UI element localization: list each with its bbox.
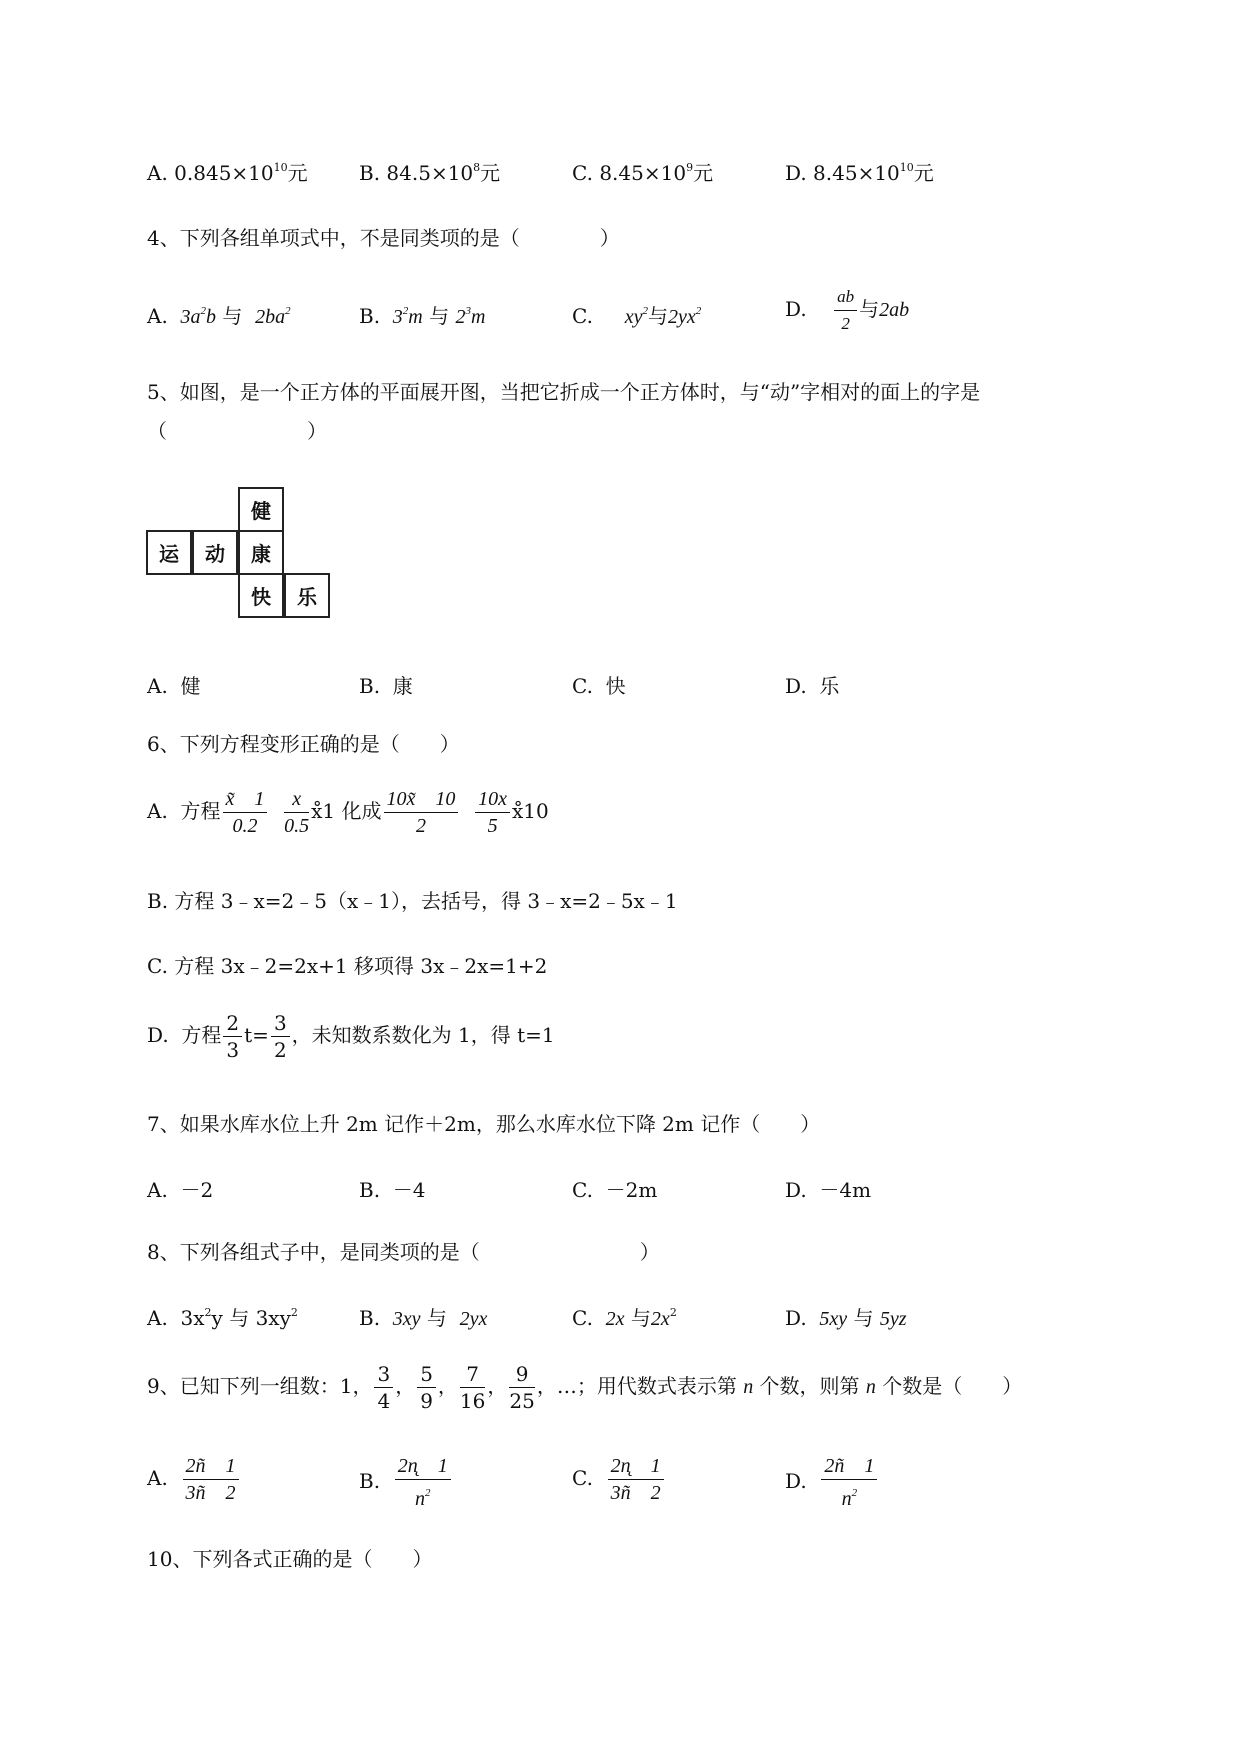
q6-option-d: D. 方程 $\frac{2}{3}$ t= $\frac{3}{2}$ ，未知数系数化为 1，得 t=1	[147, 1011, 555, 1062]
q7-stem: 7、如果水库水位上升 2m 记作＋2m，那么水库水位下降 2m 记作（ ）	[147, 1112, 821, 1136]
q6-option-c: C. 方程 3x﹣2=2x+1 移项得 3x﹣2x=1+2	[147, 954, 548, 978]
q7-option-a: A. －2	[147, 1178, 214, 1202]
q8-option-c: C. 2x 与$2x^2$	[572, 1306, 677, 1330]
q3-option-c: C. $8.45\times 10^9$元	[572, 161, 714, 185]
net-face-center: 康	[238, 530, 284, 575]
q3-option-b: B. $84.5\times 10^8$元	[359, 161, 501, 185]
q8-option-b: B. 3xy 与 2yx	[359, 1306, 488, 1330]
q9-stem: 9、已知下列一组数：1， $\frac{3}{4}$ ， $\frac{5}{9}$ ， $\frac{7}{16}$ ， $\frac{9}{25}$ ，…；用代数式表示第 n 个数，则第 n 个数是（ ）	[147, 1362, 1023, 1413]
net-face-left2: 动	[192, 530, 238, 575]
q4-d-fraction: $\frac{ab}{2}$	[834, 286, 857, 335]
net-face-bottom-right: 乐	[284, 573, 330, 618]
q4-option-a: A. $3a^2b$ 与 $2ba^2$	[147, 304, 291, 328]
q7-option-d: D. －4m	[785, 1178, 872, 1202]
q6-option-b: B. 方程 3﹣x=2﹣5（x﹣1），去括号，得 3﹣x=2﹣5x﹣1	[147, 889, 678, 913]
q3-option-d: D. $8.45\times 10^{10}$元	[785, 161, 934, 185]
q6-option-a: A. 方程 $\frac{x̃ 1}{0.2}$ $\frac{x}{0.5}$ ⅹ̊1 化成 $\frac{10x̃ 10}{2}$ $\frac{10x}{5}$ ⅹ̊10	[147, 788, 549, 837]
q7-option-c: C. －2m	[572, 1178, 658, 1202]
q5-option-d: D. 乐	[785, 674, 840, 698]
q8-stem: 8、下列各组式子中，是同类项的是（ ）	[147, 1240, 660, 1264]
net-face-left1: 运	[146, 530, 192, 575]
q9-option-a: A. $\frac{2ñ 1}{3ñ 2}$	[147, 1455, 241, 1504]
q5-stem-line2: （ ）	[147, 419, 327, 443]
cube-net-figure	[146, 487, 338, 627]
q5-option-c: C. 快	[572, 674, 626, 698]
q7-option-b: B. －4	[359, 1178, 426, 1202]
q5-option-b: B. 康	[359, 674, 413, 698]
q4-option-d: D. $\frac{ab}{2}$ 与2ab	[785, 287, 910, 333]
q4-option-c: C. $xy^2$与$2yx^2$	[572, 304, 702, 328]
q9-option-b: B. $\frac{2n̨ 1}{n^2}$	[359, 1455, 453, 1510]
q9-option-d: D. $\frac{2ñ 1}{n^2}$	[785, 1455, 879, 1510]
q5-stem-line1: 5、如图，是一个正方体的平面展开图，当把它折成一个正方体时，与“动”字相对的面上的字是	[147, 380, 981, 404]
q6-stem: 6、下列方程变形正确的是（ ）	[147, 732, 460, 756]
q5-option-a: A. 健	[147, 674, 201, 698]
q3-option-a: A. $0.845\times 10^{10}$元	[147, 161, 308, 185]
q8-option-a: A. $3x^2y$ 与 $3xy^2$	[147, 1306, 298, 1330]
net-face-bottom: 快	[238, 573, 284, 618]
q9-option-c: C. $\frac{2n̨ 1}{3ñ 2}$	[572, 1455, 666, 1504]
q10-stem: 10、下列各式正确的是（ ）	[147, 1547, 433, 1571]
q8-option-d: D. 5xy 与 5yz	[785, 1306, 907, 1330]
net-face-top: 健	[238, 487, 284, 532]
q4-option-b: B. $3^2m$ 与 $2^3m$	[359, 304, 486, 328]
q4-stem: 4、下列各组单项式中，不是同类项的是（ ）	[147, 226, 620, 250]
